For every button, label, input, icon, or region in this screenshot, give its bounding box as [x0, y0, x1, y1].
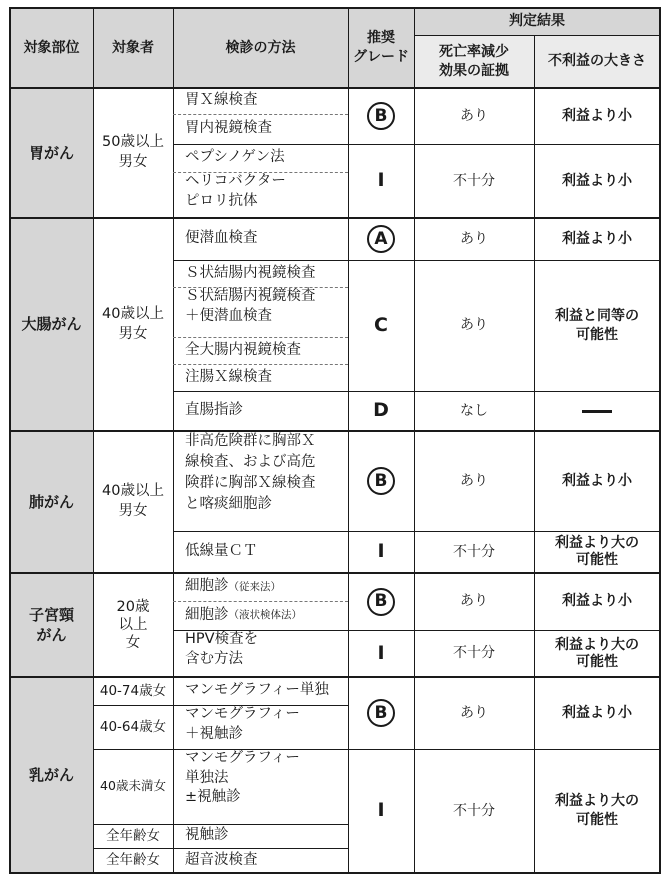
method-breast-mammo-palp: マンモグラフィー ＋視触診: [185, 706, 300, 742]
grade-stomach-1: [348, 88, 414, 144]
organ-cervix: 子宮頸 がん: [10, 573, 93, 677]
evidence-stomach-1: あり: [460, 107, 488, 124]
header-result: 判定結果: [414, 8, 660, 35]
evidence-cervix-2: 不十分: [453, 645, 495, 662]
method-stomach-xray: 胃Ｘ線検査: [185, 92, 258, 109]
header-evidence: 死亡率減少 効果の証拠: [414, 35, 534, 88]
grid-line: [10, 7, 660, 9]
grid-line: [93, 824, 348, 825]
grid-line: [173, 630, 660, 631]
target-stomach: 50歳以上 男女: [102, 134, 164, 170]
organ-colon: 大腸がん: [10, 218, 93, 431]
header-disadvantage: 不利益の大きさ: [534, 35, 660, 88]
header-grade: 推奨 グレード: [348, 8, 414, 88]
disadvantage-colon-2: 利益と同等の 可能性: [555, 307, 639, 343]
organ-stomach: 胃がん: [10, 88, 93, 218]
target-lung: 40歳以上 男女: [102, 483, 164, 519]
grade-cervix-1: [348, 573, 414, 630]
grade-circle-icon: B: [367, 102, 395, 130]
grade-colon-3: D: [373, 399, 389, 422]
grid-line: [659, 7, 661, 874]
grid-line: [414, 8, 415, 873]
header-organ: 対象部位: [10, 8, 93, 88]
target-breast-under40: 40歳未満女: [100, 778, 166, 794]
grid-line: [10, 430, 660, 432]
grid-line: [93, 705, 348, 706]
grade-breast-2: I: [377, 799, 385, 822]
grid-dashed-line: [173, 337, 348, 338]
grid-line: [348, 8, 349, 873]
grade-colon-2: C: [374, 313, 388, 336]
method-breast-palpation: 視触診: [185, 827, 229, 844]
target-breast-all-1: 全年齢女: [106, 827, 160, 844]
evidence-colon-1: あり: [460, 230, 488, 247]
method-breast-mammo-single: マンモグラフィー 単独法 ±視触診: [185, 750, 300, 806]
dash-icon: [582, 410, 612, 413]
grid-line: [93, 8, 94, 873]
grid-line: [10, 217, 660, 219]
method-cervix-conventional: 細胞診 （従来法）: [185, 578, 281, 595]
disadvantage-colon-1: 利益より小: [562, 230, 632, 247]
method-lung-ldct: 低線量ＣＴ: [185, 543, 258, 560]
method-colon-sigmoid-fobt: Ｓ状結腸内視鏡検査 ＋便潜血検査: [185, 288, 316, 324]
grid-line: [10, 676, 660, 678]
grade-circle-icon: B: [367, 467, 395, 495]
grid-line: [173, 531, 660, 532]
evidence-breast-1: あり: [460, 704, 488, 721]
disadvantage-stomach-1: 利益より小: [562, 107, 632, 124]
grid-dashed-line: [173, 172, 348, 173]
evidence-colon-2: あり: [460, 317, 488, 334]
grid-dashed-line: [173, 287, 348, 288]
grid-line: [534, 35, 535, 873]
grade-colon-1: [348, 218, 414, 260]
grade-lung-2: I: [377, 540, 385, 563]
disadvantage-breast-1: 利益より小: [562, 704, 632, 721]
disadvantage-breast-2: 利益より大の 可能性: [555, 793, 639, 828]
grade-stomach-2: I: [377, 169, 385, 192]
disadvantage-lung-1: 利益より小: [562, 472, 632, 489]
grid-line: [173, 8, 174, 873]
grid-dashed-line: [173, 601, 348, 602]
method-cervix-hpv: HPV検査を 含む方法: [185, 631, 259, 667]
grid-line: [93, 749, 660, 750]
target-breast-all-2: 全年齢女: [106, 852, 160, 869]
grid-dashed-line: [173, 364, 348, 365]
grid-line: [173, 391, 660, 392]
grid-line: [414, 35, 660, 36]
grid-line: [93, 848, 348, 849]
organ-lung: 肺がん: [10, 431, 93, 573]
organ-breast: 乳がん: [10, 677, 93, 873]
disadvantage-cervix-2: 利益より大の 可能性: [555, 636, 639, 670]
grade-cervix-2: I: [377, 641, 385, 664]
grade-circle-icon: B: [367, 588, 395, 616]
grade-circle-icon: A: [367, 225, 395, 253]
evidence-breast-2: 不十分: [453, 802, 495, 819]
method-lung-xray: 非高危険群に胸部Ｘ 線検査、および高危 険群に胸部Ｘ線検査 と喀痰細胞診: [185, 433, 316, 513]
grid-dashed-line: [173, 114, 348, 115]
header-target: 対象者: [93, 8, 173, 88]
disadvantage-colon-3: [534, 391, 660, 431]
method-colon-dre: 直腸指診: [185, 402, 243, 419]
grid-line: [173, 260, 660, 261]
grid-line: [9, 7, 11, 874]
target-cervix: 20歳 以上 女: [116, 598, 150, 652]
method-breast-mammo: マンモグラフィー単独: [185, 682, 329, 699]
method-colon-sigmoid: Ｓ状結腸内視鏡検査: [185, 264, 316, 281]
method-breast-ultrasound: 超音波検査: [185, 851, 258, 868]
disadvantage-cervix-1: 利益より小: [562, 593, 632, 610]
evidence-lung-1: あり: [460, 472, 488, 489]
target-breast-40-74: 40-74歳女: [99, 682, 167, 699]
method-colon-fobt: 便潜血検査: [185, 230, 258, 247]
grade-breast-1: [348, 677, 414, 749]
evidence-colon-3: なし: [460, 402, 488, 419]
grade-circle-icon: B: [367, 699, 395, 727]
disadvantage-stomach-2: 利益より小: [562, 172, 632, 189]
grid-line: [10, 872, 660, 874]
method-stomach-pepsinogen: ペプシノゲン法: [185, 149, 285, 166]
header-method: 検診の方法: [173, 8, 348, 88]
target-breast-40-64: 40-64歳女: [99, 718, 167, 735]
method-stomach-endoscopy: 胃内視鏡検査: [185, 120, 272, 137]
method-colon-total: 全大腸内視鏡検査: [185, 341, 301, 358]
target-colon: 40歳以上 男女: [102, 305, 164, 342]
grid-line: [10, 572, 660, 574]
method-colon-barium: 注腸Ｘ線検査: [185, 368, 272, 385]
grade-lung-1: [348, 431, 414, 531]
evidence-cervix-1: あり: [460, 593, 488, 610]
grid-line: [10, 87, 660, 89]
grid-line: [173, 144, 660, 145]
evidence-lung-2: 不十分: [453, 543, 495, 560]
disadvantage-lung-2: 利益より大の 可能性: [555, 535, 639, 568]
method-cervix-liquid: 細胞診 （液状検体法）: [185, 606, 302, 623]
evidence-stomach-2: 不十分: [453, 172, 495, 189]
method-stomach-pylori: ヘリコバクター ピロリ抗体: [185, 173, 286, 209]
